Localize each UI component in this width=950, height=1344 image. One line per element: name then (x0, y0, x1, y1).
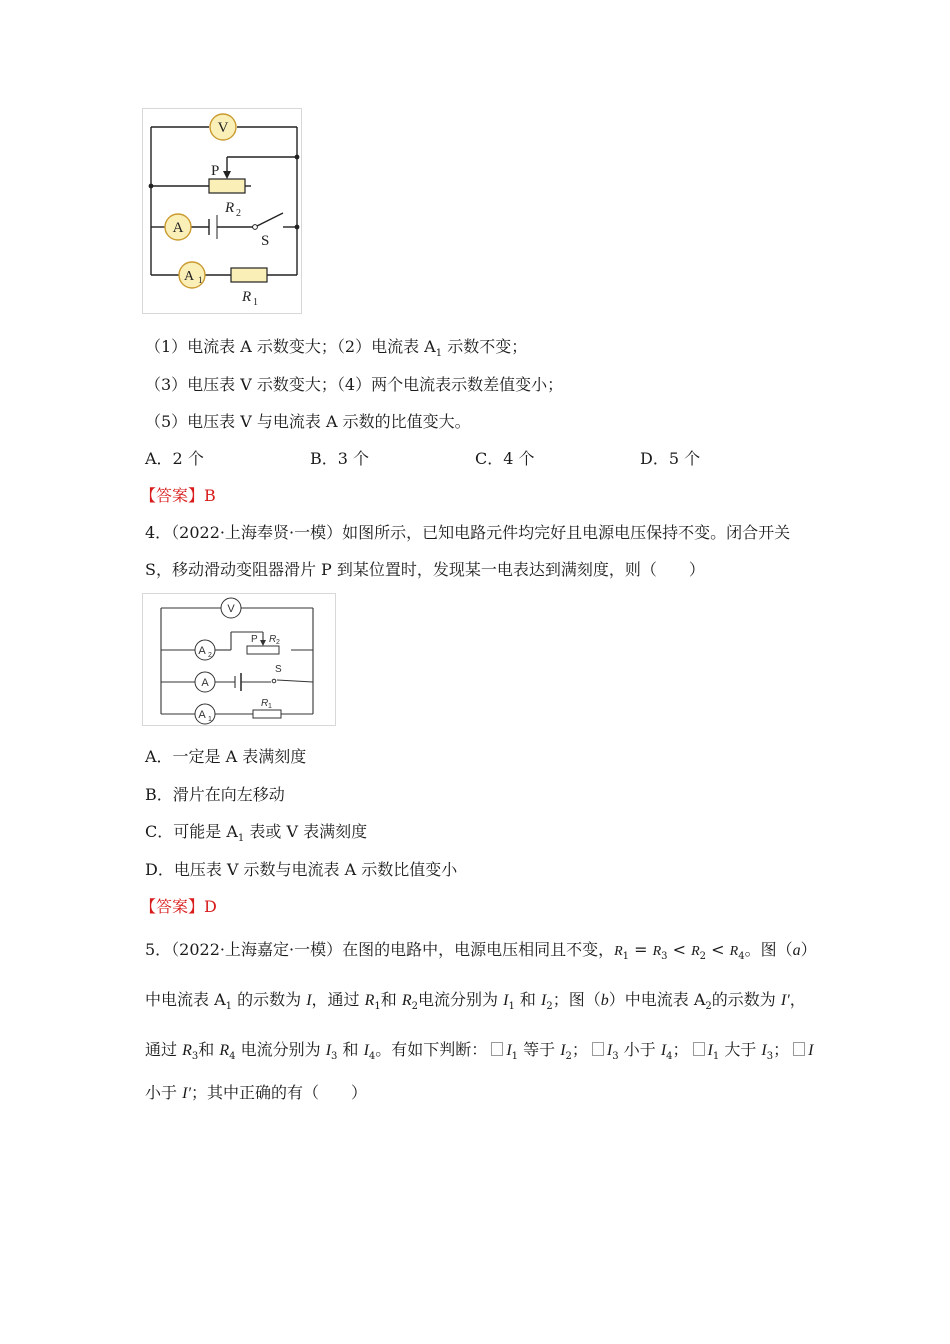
fig2-ammeter-label: A (201, 677, 209, 689)
q4-option-b: B．滑片在向左移动 (145, 785, 285, 804)
fig2-a1-subscript: 1 (208, 716, 212, 723)
fig2-voltmeter-label: V (227, 603, 235, 615)
q4-answer: 【答案】D (140, 897, 217, 916)
q3-answer: 【答案】B (140, 486, 216, 505)
fig2-r1-label: R (261, 698, 269, 709)
q5-stem-line-2: 中电流表 $A_1$ 的示数为 I，通过 $R_1$和 $R_2$电流分别为 $I_1$ 和 $I_2$；图（b）中电流表 $A_2$的示数为 I′， (145, 990, 806, 1013)
fig2-a1-label: A (198, 709, 206, 721)
q3-option-b: B．3 个 (310, 449, 370, 468)
circuit-figure-2 (142, 593, 336, 726)
fig2-slider-label: P (251, 634, 258, 645)
fig2-r2-label: R (269, 634, 277, 645)
r1-subscript: 1 (253, 297, 258, 308)
circuit-figure-1 (142, 108, 302, 314)
q4-stem-line-1: 4．（2022·上海奉贤·一模）如图所示，已知电路元件均完好且电源电压保持不变。闭合开关 (145, 523, 791, 542)
r2-subscript: 2 (236, 208, 241, 219)
statement-1-2: （1）电流表 A 示数变大；（2）电流表 $A_1$ 示数不变； (145, 337, 528, 360)
statement-5: （5）电压表 V 与电流表 A 示数的比值变大。 (145, 412, 471, 431)
circuit-diagram-2 (143, 594, 335, 725)
ammeter1-label: A (183, 269, 195, 284)
fig2-r1-subscript: 1 (268, 703, 272, 710)
statement-3-4: （3）电压表 V 示数变大；（4）两个电流表示数差值变小； (145, 375, 564, 394)
ammeter-label: A (172, 220, 184, 236)
voltmeter-label: V (217, 120, 229, 136)
q5-stem-line-4: 小于 I′；其中正确的有（ ） (145, 1083, 367, 1102)
fig2-a2-subscript: 2 (208, 652, 212, 659)
circuit-diagram-1 (143, 109, 301, 313)
r2-label: R (225, 200, 235, 216)
r1-label: R (242, 289, 252, 305)
fig2-a2-label: A (198, 645, 206, 657)
fig2-switch-label: S (275, 664, 282, 675)
q4-option-a: A．一定是 A 表满刻度 (145, 747, 307, 766)
q4-stem-line-2: S，移动滑动变阻器滑片 P 到某位置时，发现某一电表达到满刻度，则（ ） (145, 560, 705, 579)
q4-option-c: C．可能是 $A_1$ 表或 V 表满刻度 (145, 822, 368, 845)
slider-label: P (211, 163, 220, 179)
q5-stem-line-3: 通过 $R_3$和 $R_4$ 电流分别为 $I_3$ 和 $I_4$。有如下判断： $I_1$ 等于 $I_2$； $I_3$ 小于 $I_4$； $I_1$ 大于 $I_3$； I (145, 1040, 814, 1063)
switch-label: S (261, 233, 270, 249)
ammeter1-subscript: 1 (198, 275, 203, 285)
q5-stem-line-1: 5．（2022·上海嘉定·一模）在图的电路中，电源电压相同且不变，$R_1 = R_3 < R_2 < R_4$。图（a） (145, 940, 817, 963)
q3-option-a: A．2 个 (145, 449, 204, 468)
fig2-r2-subscript: 2 (276, 639, 280, 646)
q3-option-d: D．5 个 (640, 449, 701, 468)
q4-option-d: D．电压表 V 示数与电流表 A 示数比值变小 (145, 860, 458, 879)
q3-option-c: C．4 个 (475, 449, 535, 468)
